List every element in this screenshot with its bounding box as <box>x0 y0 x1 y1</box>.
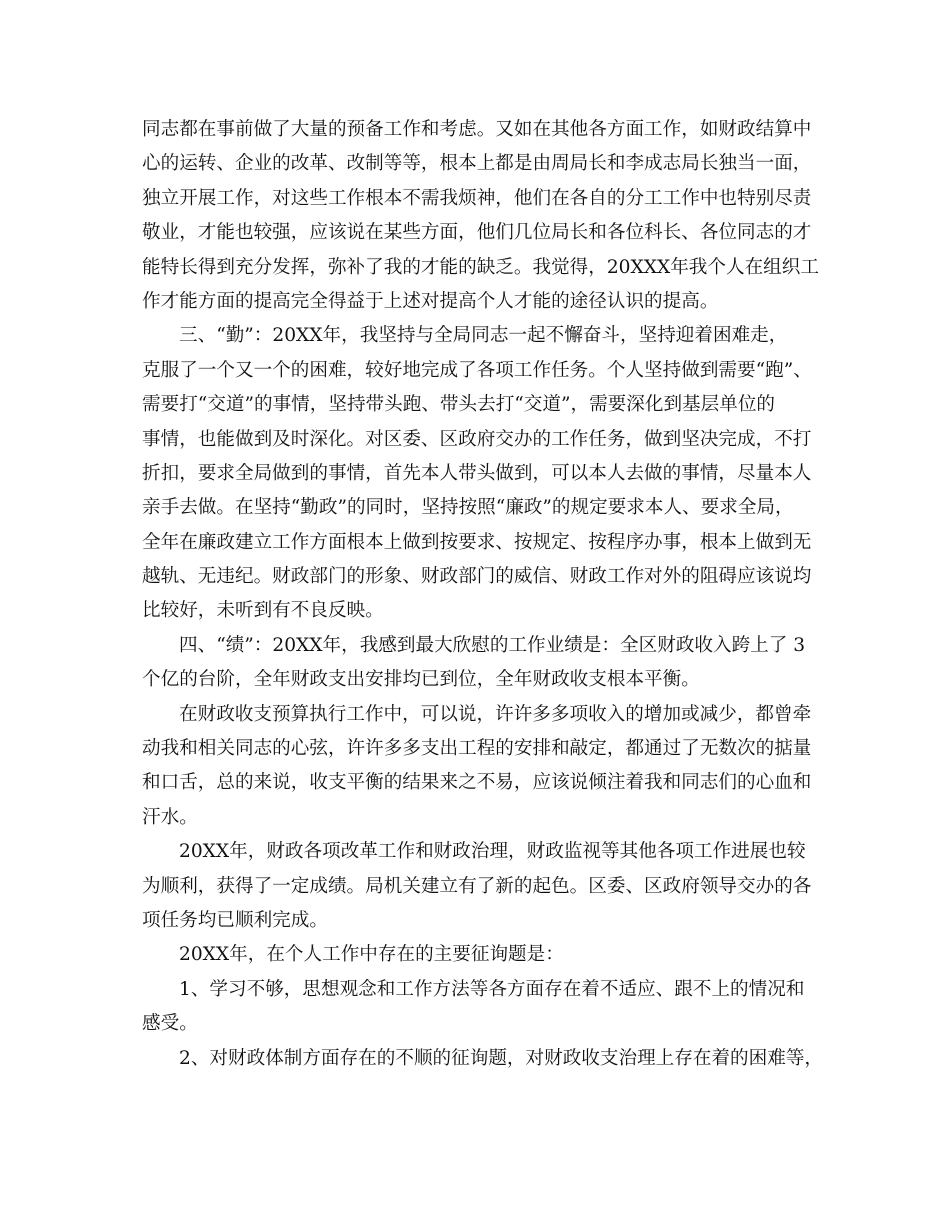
text-line: 比较好，未听到有不良反映。 <box>142 600 384 622</box>
text-line: 2、对财政体制方面存在的不顺的征询题，对财政收支治理上存在着的困难等， <box>179 1047 824 1069</box>
text-line: 20XX年，在个人工作中存在的主要征询题是： <box>179 944 564 966</box>
text-line: 事情，也能做到及时深化。对区委、区政府交办的工作任务，做到坚决完成，不打 <box>142 428 812 450</box>
text-line: 心的运转、企业的改革、改制等等，根本上都是由周局长和李成志局长独当一面， <box>142 153 812 175</box>
document-body <box>142 113 822 1076</box>
text-line: 动我和相关同志的心弦，许许多多支出工程的安排和敲定，都通过了无数次的掂量 <box>142 738 812 760</box>
text-line: 项任务均已顺利完成。 <box>142 909 328 931</box>
text-line: 作才能方面的提高完全得益于上述对提高个人才能的途径认识的提高。 <box>142 290 719 312</box>
text-line: 感受。 <box>142 1013 198 1035</box>
text-line: 1、学习不够，思想观念和工作方法等各方面存在着不适应、跟不上的情况和 <box>179 978 805 1000</box>
text-line: 汗水。 <box>142 806 198 828</box>
text-line: 克服了一个又一个的困难，较好地完成了各项工作任务。个人坚持做到需要“跑”、 <box>142 359 812 381</box>
text-line: 为顺利，获得了一定成绩。局机关建立有了新的起色。区委、区政府领导交办的各 <box>142 875 812 897</box>
text-line: 独立开展工作，对这些工作根本不需我烦神，他们在各自的分工工作中也特别尽责 <box>142 187 812 209</box>
text-line: 全年在廉政建立工作方面根本上做到按要求、按规定、按程序办事，根本上做到无 <box>142 531 812 553</box>
text-line: 三、“勤”：20XX年，我坚持与全局同志一起不懈奋斗，坚持迎着困难走， <box>179 325 788 347</box>
text-line: 越轨、无违纪。财政部门的形象、财政部门的威信、财政工作对外的阻碍应该说均 <box>142 566 812 588</box>
text-line: 个亿的台阶，全年财政支出安排均已到位，全年财政收支根本平衡。 <box>142 669 700 691</box>
text-line: 同志都在事前做了大量的预备工作和考虑。又如在其他各方面工作，如财政结算中 <box>142 119 812 140</box>
text-line: 能特长得到充分发挥，弥补了我的才能的缺乏。我觉得，20XXX年我个人在组织工 <box>142 256 819 278</box>
text-line: 折扣，要求全局做到的事情，首先本人带头做到，可以本人去做的事情，尽量本人 <box>142 462 812 484</box>
text-line: 需要打“交道”的事情，坚持带头跑、带头去打“交道”，需要深化到基层单位的 <box>142 394 776 416</box>
text-line: 亲手去做。在坚持“勤政”的同时，坚持按照“廉政”的规定要求本人、要求全局， <box>142 497 794 519</box>
text-line: 在财政收支预算执行工作中，可以说，许许多多项收入的增加或减少，都曾牵 <box>179 703 812 725</box>
text-line: 敬业，才能也较强，应该说在某些方面，他们几位局长和各位科长、各位同志的才 <box>142 222 812 244</box>
text-line: 四、“绩”：20XX年，我感到最大欣慰的工作业绩是：全区财政收入跨上了 3 <box>179 634 806 656</box>
text-line: 和口舌，总的来说，收支平衡的结果来之不易，应该说倾注着我和同志们的心血和 <box>142 772 812 794</box>
text-line: 20XX年，财政各项改革工作和财政治理，财政监视等其他各项工作进展也较 <box>179 841 806 863</box>
